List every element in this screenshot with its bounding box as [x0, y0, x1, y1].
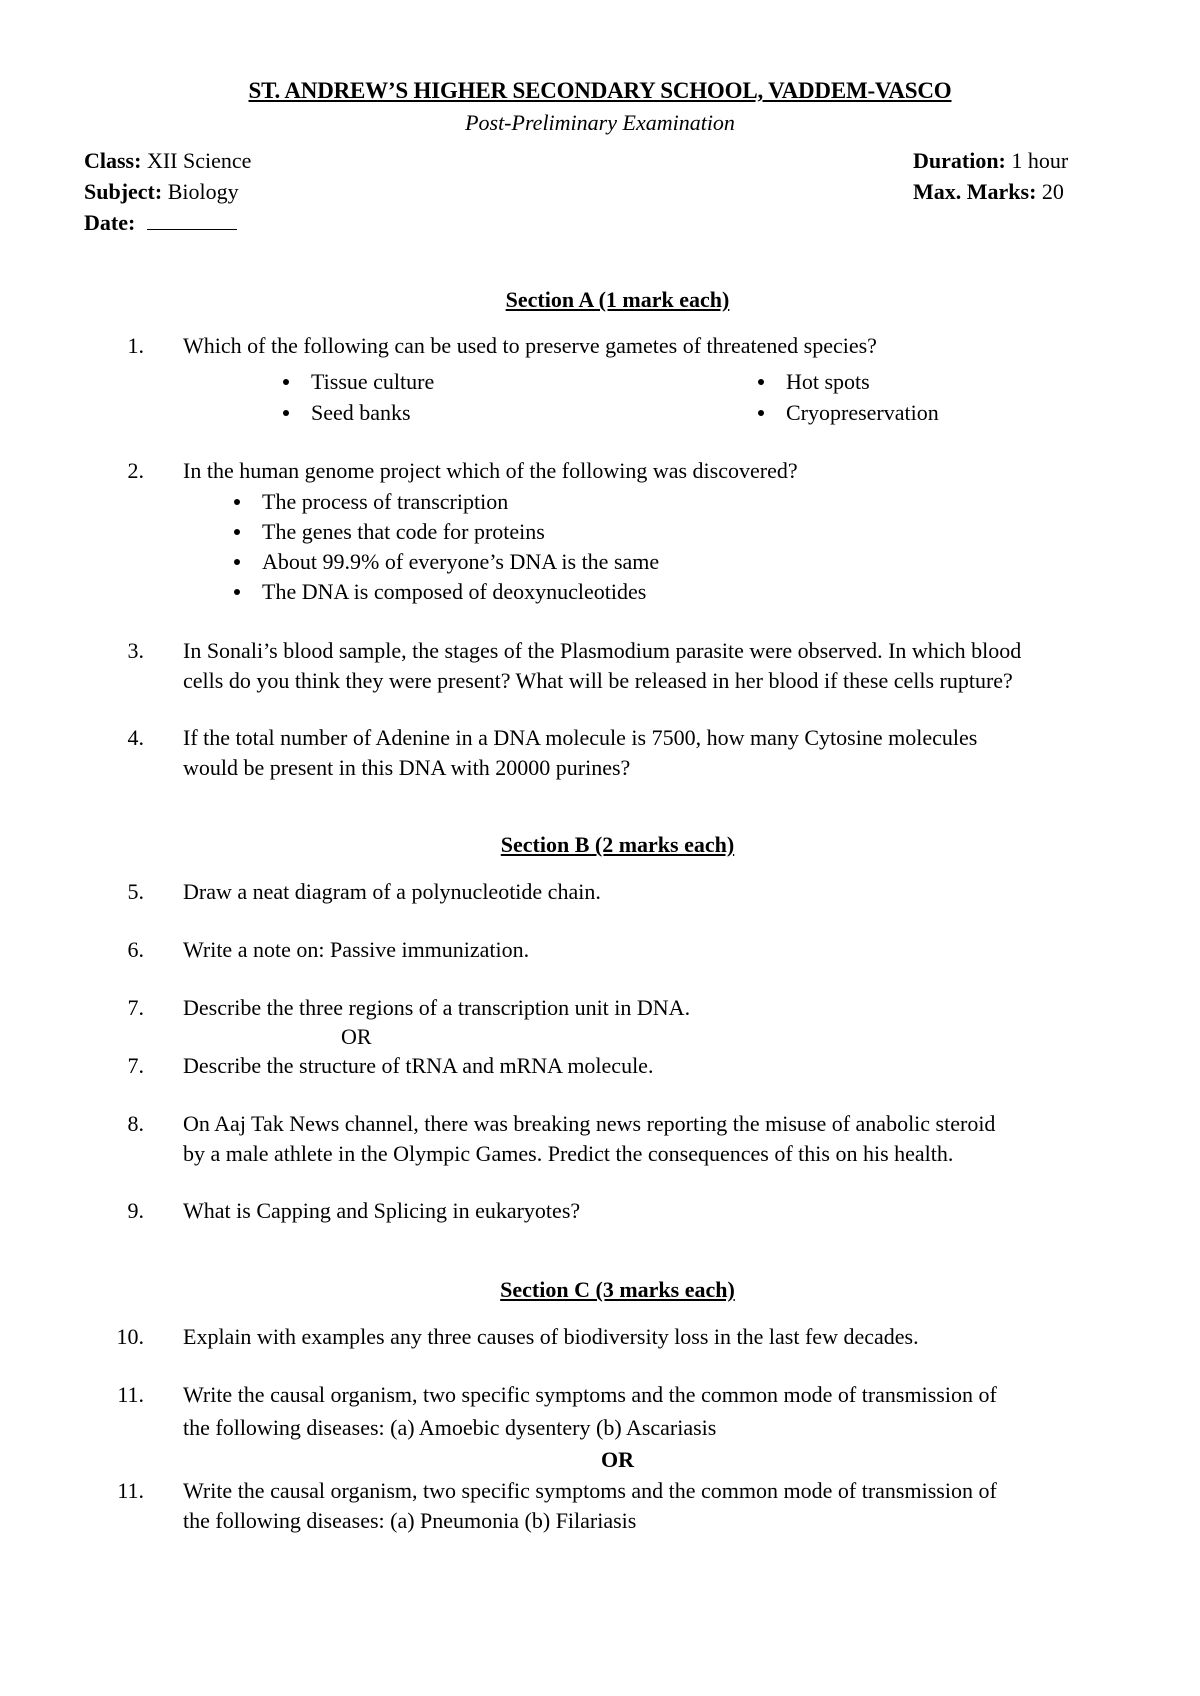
section-c-title: Section C (3 marks each) — [500, 1277, 735, 1302]
bullet-icon — [283, 379, 289, 385]
q11-or: OR — [601, 1447, 634, 1472]
date-blank — [147, 209, 237, 230]
subject-label: Subject: — [84, 179, 163, 204]
bullet-icon — [758, 379, 764, 385]
q8-text-line: On Aaj Tak News channel, there was breaking news reporting the misuse of anabolic steroid — [183, 1111, 996, 1136]
q11b-number: 11. — [117, 1478, 144, 1503]
q7b-number: 7. — [127, 1053, 144, 1078]
bullet-icon — [234, 559, 240, 565]
class-value: XII Science — [146, 148, 252, 173]
duration-line — [913, 146, 1068, 176]
q4-text-line: would be present in this DNA with 20000 purines? — [183, 755, 631, 780]
section-a-title: Section A (1 mark each) — [505, 287, 730, 312]
bullet-icon — [283, 410, 289, 416]
q2-number: 2. — [127, 458, 144, 483]
q1-number: 1. — [127, 333, 144, 358]
bullet-icon — [234, 529, 240, 535]
q9-text: What is Capping and Splicing in eukaryotes? — [183, 1198, 581, 1223]
q4-number: 4. — [127, 725, 144, 750]
q8-text-line: by a male athlete in the Olympic Games. Predict the consequences of this on his health. — [183, 1141, 954, 1166]
q2-text: In the human genome project which of the following was discovered? — [183, 458, 798, 483]
marks-label: Max. Marks: — [913, 179, 1037, 204]
q2-option: About 99.9% of everyone’s DNA is the same — [234, 547, 659, 577]
q11b-text-line: Write the causal organism, two specific symptoms and the common mode of transmission of — [183, 1478, 997, 1503]
date-line — [84, 208, 237, 238]
q2-option: The genes that code for proteins — [234, 517, 545, 547]
q3-text-line: cells do you think they were present? What will be released in her blood if these cells rupture? — [183, 668, 1013, 693]
q7a-number: 7. — [127, 995, 144, 1020]
subject-value: Biology — [167, 179, 239, 204]
duration-label: Duration: — [913, 148, 1006, 173]
q1-option: Seed banks — [283, 398, 411, 428]
q8-number: 8. — [127, 1111, 144, 1136]
bullet-icon — [758, 410, 764, 416]
q7-or: OR — [341, 1024, 372, 1049]
q2-option: The DNA is composed of deoxynucleotides — [234, 577, 646, 607]
class-line — [84, 146, 251, 176]
q7a-text: Describe the three regions of a transcription unit in DNA. — [183, 995, 691, 1020]
q6-number: 6. — [127, 937, 144, 962]
exam-title: Post-Preliminary Examination — [465, 110, 735, 135]
q1-option: Tissue culture — [283, 367, 434, 397]
q3-text-line: In Sonali’s blood sample, the stages of the Plasmodium parasite were observed. In which blood — [183, 638, 1022, 663]
q5-text: Draw a neat diagram of a polynucleotide chain. — [183, 879, 601, 904]
marks-line — [913, 177, 1064, 207]
school-title: ST. ANDREW’S HIGHER SECONDARY SCHOOL, VADDEM-VASCO — [248, 78, 952, 103]
q3-number: 3. — [127, 638, 144, 663]
q9-number: 9. — [127, 1198, 144, 1223]
q2-option: The process of transcription — [234, 487, 508, 517]
date-label: Date: — [84, 210, 136, 235]
q1-text: Which of the following can be used to preserve gametes of threatened species? — [183, 333, 877, 358]
marks-value: 20 — [1041, 179, 1064, 204]
q11b-text-line: the following diseases: (a) Pneumonia (b) Filariasis — [183, 1508, 637, 1533]
q11a-text-line: Write the causal organism, two specific symptoms and the common mode of transmission of — [183, 1382, 997, 1407]
q11a-text-line: the following diseases: (a) Amoebic dysentery (b) Ascariasis — [183, 1415, 717, 1440]
q10-text: Explain with examples any three causes of biodiversity loss in the last few decades. — [183, 1324, 919, 1349]
q7b-text: Describe the structure of tRNA and mRNA molecule. — [183, 1053, 654, 1078]
bullet-icon — [234, 589, 240, 595]
section-b-title: Section B (2 marks each) — [500, 832, 735, 857]
bullet-icon — [234, 499, 240, 505]
class-label: Class: — [84, 148, 142, 173]
q1-option: Cryopreservation — [758, 398, 939, 428]
q1-option: Hot spots — [758, 367, 870, 397]
q6-text: Write a note on: Passive immunization. — [183, 937, 530, 962]
duration-value: 1 hour — [1011, 148, 1069, 173]
q4-text-line: If the total number of Adenine in a DNA molecule is 7500, how many Cytosine molecules — [183, 725, 978, 750]
subject-line — [84, 177, 239, 207]
q10-number: 10. — [116, 1324, 144, 1349]
q5-number: 5. — [127, 879, 144, 904]
q11a-number: 11. — [117, 1382, 144, 1407]
